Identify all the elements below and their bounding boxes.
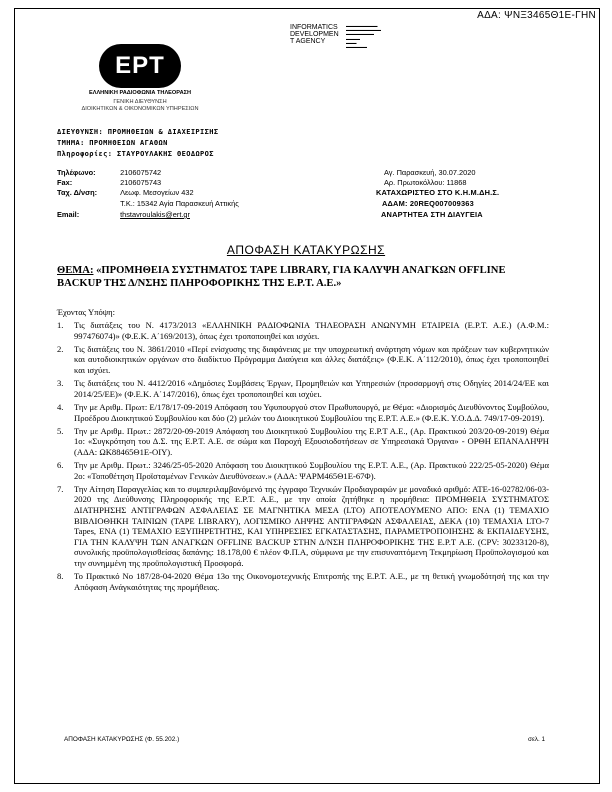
item-number: 2. xyxy=(57,343,64,354)
protocol-number: Αρ. Πρωτοκόλλου: 11868 xyxy=(384,178,467,187)
item-number: 1. xyxy=(57,320,64,330)
list-item xyxy=(57,460,549,481)
adam-code: ΑΔΑΜ: 20REQ007009363 xyxy=(382,199,474,208)
fax-row xyxy=(57,178,161,187)
email-row xyxy=(57,210,190,219)
item-number: 3. xyxy=(57,378,64,389)
registry-note: ΚΑΤΑΧΩΡΙΣΤΕΟ ΣΤΟ Κ.Η.Μ.ΔΗ.Σ. xyxy=(376,188,500,197)
stamp-line: T AGENCY xyxy=(290,38,326,45)
item-text: Τις διατάξεις του Ν. 4412/2016 «Δημόσιες Συμβάσεις Έργων, Προμηθειών και Υπηρεσιών (προσαρμογή στις Οδηγίες 2014/24/ΕΕ και 2014/25/ΕΕ)» (Φ.Ε.Κ. Α΄147/2016), όπως έχει τροποποιηθεί και ισχύει. xyxy=(74,378,549,399)
item-text: Την Αίτηση Παραγγελίας και το συμπεριλαμβανόμενό της έγγραφο Τεχνικών Προδιαγραφών με μοναδικό αριθμό: ΑΤΕ-16-02782/06-03-2020 της Διεύθυνσης Πληροφορικής της Ε.Ρ.Τ. Α.Ε., με την οποία ζητήθηκε η προμήθεια: ΠΡΟΜΗΘΕΙΑ ΣΥΣΤΗΜΑΤΟΣ ΔΙΑΤΗΡΗΣΗΣ ΑΝΤΙΓΡΑΦΩΝ ΑΣΦΑΛΕΙΑΣ ΣΕ ΜΑΓΝΗΤΙΚΑ ΜΕΣΑ (LTO) ΑΠΟΤΕΛΟΥΜΕΝΟ ΑΠΟ: ΕΝΑ (1) ΤΕΜΑΧΙΟ ΒΙΒΛΙΟΘΗΚΗ ΤΑΙΝΙΩΝ (TAPE LIBRARY), ΛΟΓΙΣΜΙΚΟ ΛΗΨΗΣ ΑΝΤΙΓΡΑΦΩΝ ΑΣΦΑΛΕΙΑΣ, ΔΕΚΑ (10) ΤΕΜΑΧΙΑ LTO-7 Tapes, ΕΝΑ (1) ΤΕΜΑΧΙΟ ΕΞΥΠΗΡΕΤΗΤΗΣ, ΚΑΙ ΥΠΗΡΕΣΙΕΣ ΕΓΚΑΤΑΣΤΑΣΗΣ, ΠΑΡΑΜΕΤΡΟΠΟΙΗΣΗΣ & ΕΚΠΑΙΔΕΥΣΗΣ, ΓΙΑ ΤΗΝ ΚΑΛΥΨΗ ΤΩΝ ΑΝΑΓΚΩΝ OFFLINE BACKUP ΣΤΗΝ Δ/ΝΣΗ ΠΛΗΡΟΦΟΡΙΚΗΣ ΤΗΣ Ε.Ρ.Τ Α.Ε. (CPV: 30233120-8), συνολικής προϋπολογισθείσας δαπάνης: 18.178,00 € πλέον Φ.Π.Α, σύμφωνα με την επισυναπτόμενη Τεκμηρίωση Προϋπολογισμού και την συνημμένη της προϋπολογιστική Προσφορά. xyxy=(74,483,549,569)
document-date: Αγ. Παρασκευή, 30.07.2020 xyxy=(384,168,476,177)
document-title: ΑΠΟΦΑΣΗ ΚΑΤΑΚΥΡΩΣΗΣ xyxy=(226,243,386,257)
department-line: ΤΜΗΜΑ: ΠΡΟΜΗΘΕΙΩΝ ΑΓΑΘΩΝ xyxy=(57,139,168,147)
list-item xyxy=(57,320,549,341)
address-label: Ταχ. Δ/νση: xyxy=(57,188,98,197)
item-number: 5. xyxy=(57,425,64,436)
org-line-1: ΕΛΛΗΝΙΚΗ ΡΑΔΙΟΦΩΝΙΑ ΤΗΛΕΟΡΑΣΗ xyxy=(88,90,192,96)
fax-label: Fax: xyxy=(57,178,73,187)
list-item xyxy=(57,402,549,423)
subject-text: «ΠΡΟΜΗΘΕΙΑ ΣΥΣΤΗΜΑΤΟΣ TAPE LIBRARY, ΓΙΑ ΚΑΛΥΨΗ ΑΝΑΓΚΩΝ OFFLINE BACKUP ΤΗΣ Δ/ΝΣΗΣ ΠΛΗΡΟΦΟΡΙΚΗΣ ΤΗΣ Ε.Ρ.Τ. Α.Ε.» xyxy=(57,265,506,289)
phone-row xyxy=(57,168,161,177)
list-item xyxy=(57,344,549,376)
item-text: Την με Αριθμ. Πρωτ.: 2872/20-09-2019 Απόφαση του Διοικητικού Συμβουλίου της Ε.Ρ.Τ Α.Ε., (Αρ. Πρακτικού 203/20-09-2019) Θέμα 1ο: «Συγκρότηση του Δ.Σ. της Ε.Ρ.Τ. Α.Ε. σε σώμα και Παροχή Εξουσιοδοτήσεων σε Υπηρεσιακά Όργανα» - ΟΡΘΗ ΕΠΑΝΑΛΗΨΗ (ΑΔΑ: ΩΚ88465Θ1Ε-ΟΙΥ). xyxy=(74,425,549,457)
list-item xyxy=(57,378,549,399)
footer-document-ref: ΑΠΟΦΑΣΗ ΚΑΤΑΚΥΡΩΣΗΣ (Φ. 55.202.) xyxy=(64,736,180,743)
item-number: 4. xyxy=(57,401,64,412)
considerations-list xyxy=(57,320,549,595)
stamp-line: DEVELOPMEN xyxy=(290,31,339,38)
footer-page-number: σελ. 1 xyxy=(528,736,546,743)
org-line-2: ΓΕΝΙΚΗ ΔΙΕΥΘΥΝΣΗ xyxy=(113,98,167,105)
address-row xyxy=(57,188,194,197)
list-item xyxy=(57,426,549,458)
ert-logo xyxy=(99,44,181,88)
list-item xyxy=(57,571,549,592)
direction-line: ΔΙΕΥΘΥΝΣΗ: ΠΡΟΜΗΘΕΙΩΝ & ΔΙΑΧΕΙΡΙΣΗΣ xyxy=(57,128,219,136)
stamp-signature-details: ▬▬▬▬▬▬▬▬▬ ▬▬▬▬▬▬▬▬▬▬ ▬▬▬▬▬▬▬▬ ▬▬▬▬ ▬▬▬ ▬▬▬▬▬▬ xyxy=(346,24,381,50)
info-label: Πληροφορίες: xyxy=(57,150,113,158)
diavgeia-note: ΑΝΑΡΤΗΤΕΑ ΣΤΗ ΔΙΑΥΓΕΙΑ xyxy=(381,210,483,219)
item-text: Την με Αριθμ. Πρωτ: Ε/178/17-09-2019 Απόφαση του Υφυπουργού στον Πρωθυπουργό, με Θέμα: «Διορισμός Διευθύνοντος Συμβούλου, Προέδρου Διοικητικού Συμβουλίου και δύο (2) μελών του Διοικητικού Συμβουλίου της Ε.Ρ.Τ. Α.Ε.» (Φ.Ε.Κ. Υ.Ο.Δ.Δ. 749/17-09-2019). xyxy=(74,401,549,423)
digital-signature-stamp xyxy=(290,24,398,49)
phone-label: Τηλέφωνο: xyxy=(57,168,96,177)
organization-name xyxy=(60,90,220,112)
item-text: Τις διατάξεις του Ν. 4173/2013 «ΕΛΛΗΝΙΚΗ ΡΑΔΙΟΦΩΝΙΑ ΤΗΛΕΟΡΑΣΗ ΑΝΩΝΥΜΗ ΕΤΑΙΡΕΙΑ (Ε.Ρ.Τ. Α.Ε.) (Α.Φ.Μ.: 997476074)» (Φ.Ε.Κ. Α΄169/2013), όπως έχει τροποποιηθεί και ισχύει. xyxy=(74,320,549,341)
subject-label: ΘΕΜΑ: xyxy=(57,265,94,276)
address-line-2: Τ.Κ.: 15342 Αγία Παρασκευή Αττικής xyxy=(120,199,239,208)
subject xyxy=(57,264,547,290)
address-row-2 xyxy=(57,199,239,208)
email-link[interactable]: thstavroulakis@ert.gr xyxy=(120,210,190,219)
address-line-1: Λεωφ. Μεσογείων 432 xyxy=(120,188,194,197)
item-number: 8. xyxy=(57,571,64,582)
item-text: Τις διατάξεις του Ν. 3861/2010 «Περί ενίσχυσης της διαφάνειας με την υποχρεωτική ανάρτηση νόμων και πράξεων των κυβερνητικών και αυτοδιοικητικών οργάνων στο διαδίκτυο Πρόγραμμα Διαύγεια και άλλες διατάξεις» (Φ.Ε.Κ. Α΄112/2010), όπως έχει τροποποιηθεί και ισχύει. xyxy=(74,343,549,375)
org-line-3: ΔΙΟΙΚΗΤΙΚΩΝ & ΟΙΚΟΝΟΜΙΚΩΝ ΥΠΗΡΕΣΙΩΝ xyxy=(81,105,199,112)
info-line xyxy=(57,150,214,158)
item-text: Την με Αριθμ. Πρωτ.: 3246/25-05-2020 Απόφαση του Διοικητικού Συμβουλίου της Ε.Ρ.Τ. Α.Ε., (Αρ. Πρακτικού 222/25-05-2020) Θέμα 2ο: «Τοποθέτηση Προϊσταμένων Γενικών Διευθύνσεων.» (ΑΔΑ: ΨΑΡΜ465Θ1Ε-67Φ). xyxy=(74,460,549,481)
item-text: Το Πρακτικό Νο 187/28-04-2020 Θέμα 13ο της Οικονομοτεχνικής Επιτροπής της Ε.Ρ.Τ. Α.Ε., με τη θετική γνωμοδότησή της και την Απόφαση Ανάγκαιότητας της προμήθειας. xyxy=(74,571,549,592)
fax-value: 2106075743 xyxy=(120,178,162,187)
item-number: 6. xyxy=(57,460,64,471)
intro-text: Έχοντας Υπόψη: xyxy=(57,307,116,317)
ada-code: ΑΔΑ: ΨΝΞ3465Θ1Ε-ΓΗΝ xyxy=(477,10,596,21)
info-value: ΣΤΑΥΡΟΥΛΑΚΗΣ ΘΕΟΔΩΡΟΣ xyxy=(117,150,214,158)
list-item xyxy=(57,484,549,569)
item-number: 7. xyxy=(57,483,64,494)
phone-value: 2106075742 xyxy=(120,168,162,177)
email-label: Email: xyxy=(57,210,80,219)
logo-text: ΕΡΤ xyxy=(115,52,165,79)
stamp-line: INFORMATICS xyxy=(290,24,338,31)
